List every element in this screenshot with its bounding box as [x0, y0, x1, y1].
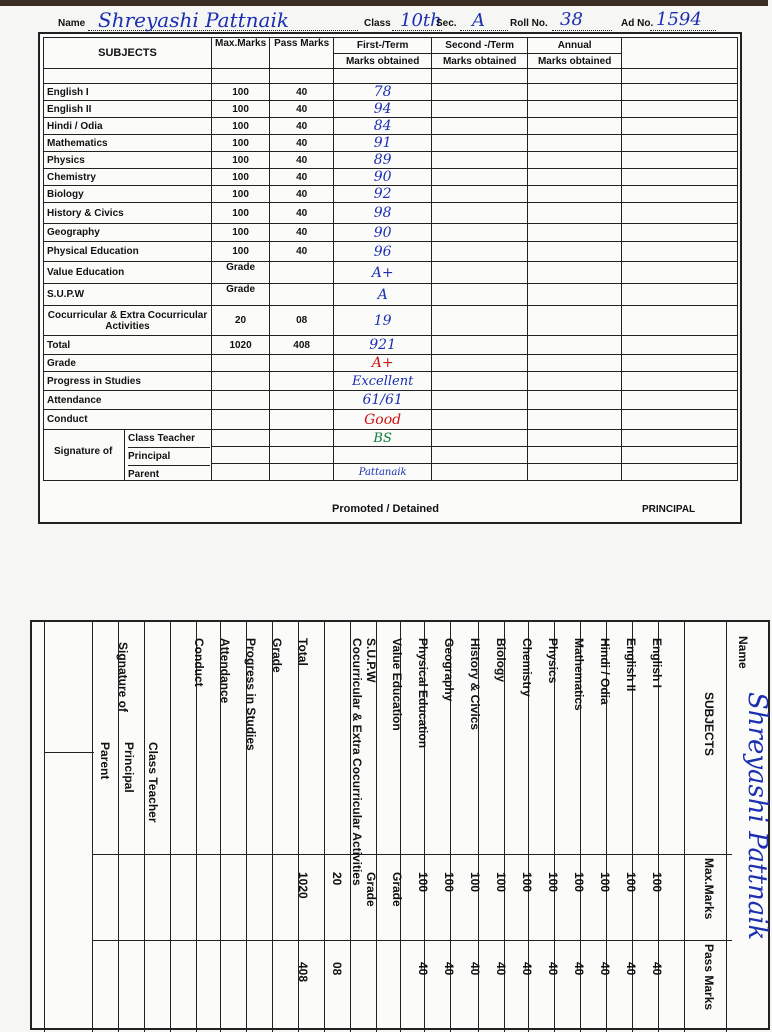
- empty-cell: [528, 101, 622, 118]
- empty-cell: [528, 391, 622, 410]
- rotated-pass-header: Pass Marks: [702, 944, 716, 1011]
- header-row: [44, 38, 738, 54]
- roll-label: Roll No.: [510, 18, 548, 29]
- subject-name: Attendance: [44, 391, 212, 410]
- rotated-subject: Grade: [270, 638, 284, 673]
- top-edge: [0, 0, 768, 6]
- empty-cell: [622, 203, 738, 224]
- empty-cell: [432, 118, 528, 135]
- empty-cell: [528, 262, 622, 284]
- grid-line: [44, 622, 45, 1032]
- first-term-mark: 91: [334, 135, 432, 152]
- rotated-name-value: Shreyashi Pattnaik: [742, 692, 772, 941]
- rotated-max: 100: [598, 872, 612, 893]
- table-row: [44, 224, 738, 242]
- empty-cell: [528, 203, 622, 224]
- rotated-pass: 40: [546, 962, 560, 976]
- signature-role: Principal: [128, 448, 210, 466]
- first-term-mark: 89: [334, 152, 432, 169]
- rotated-signature-role: Principal: [122, 742, 136, 793]
- max-marks-cell: 100: [212, 152, 270, 169]
- rotated-pass: 40: [416, 962, 430, 976]
- subject-name: Physics: [44, 152, 212, 169]
- rotated-subject: Hindi / Odia: [598, 638, 612, 705]
- pass-marks-cell: 40: [270, 242, 334, 262]
- max-marks-cell: [212, 355, 270, 372]
- pass-marks-cell: 40: [270, 135, 334, 152]
- grid-line: [376, 622, 377, 1032]
- empty-cell: [528, 242, 622, 262]
- rotated-subject: S.U.P.W: [364, 638, 378, 683]
- pass-marks-cell: 40: [270, 101, 334, 118]
- empty-cell: [622, 118, 738, 135]
- roll-value: 38: [560, 9, 583, 30]
- signature-mark: [334, 447, 432, 464]
- empty-cell: [432, 262, 528, 284]
- subject-name: Hindi / Odia: [44, 118, 212, 135]
- empty-cell: [528, 355, 622, 372]
- rotated-subject: Attendance: [218, 638, 232, 704]
- pass-marks-cell: [270, 262, 334, 284]
- first-term-mark: 90: [334, 169, 432, 186]
- promoted-detained: Promoted / Detained: [332, 503, 439, 515]
- rotated-subject: History & Civics: [468, 638, 482, 731]
- empty-cell: [432, 169, 528, 186]
- rotated-max: 100: [546, 872, 560, 893]
- empty-cell: [432, 372, 528, 391]
- pass-marks-cell: [270, 355, 334, 372]
- rotated-max: 1020: [296, 872, 310, 899]
- empty-cell: [528, 336, 622, 355]
- empty-cell: [528, 169, 622, 186]
- empty-cell: [622, 391, 738, 410]
- empty-cell: [622, 262, 738, 284]
- pass-marks-header: Pass Marks: [270, 38, 334, 69]
- annual-header: Annual: [528, 38, 622, 54]
- table-row: [44, 186, 738, 203]
- rotated-max: 100: [468, 872, 482, 893]
- name-label: Name: [58, 18, 86, 29]
- empty-cell: [432, 101, 528, 118]
- subject-name: Conduct: [44, 410, 212, 430]
- max-marks-cell: Grade: [212, 262, 270, 284]
- empty-cell: [622, 355, 738, 372]
- pass-marks-cell: 40: [270, 186, 334, 203]
- rotated-max: 100: [572, 872, 586, 893]
- grid-line: [92, 940, 732, 941]
- empty-cell: [528, 135, 622, 152]
- table-row: [44, 152, 738, 169]
- rotated-max: Grade: [364, 872, 378, 907]
- rotated-pass: 40: [494, 962, 508, 976]
- empty-cell: [432, 186, 528, 203]
- empty-cell: [432, 152, 528, 169]
- max-marks-cell: [212, 391, 270, 410]
- empty-cell: [432, 391, 528, 410]
- table-row: [44, 306, 738, 336]
- empty-cell: [432, 306, 528, 336]
- max-marks-cell: 100: [212, 169, 270, 186]
- empty-cell: [528, 284, 622, 306]
- grid-line: [684, 622, 685, 1032]
- pass-marks-cell: 08: [270, 306, 334, 336]
- first-term-mark: Excellent: [334, 372, 432, 391]
- second-term-header: Second -/Term: [432, 38, 528, 54]
- first-term-mark: A+: [334, 262, 432, 284]
- first-term-mark: 78: [334, 84, 432, 101]
- grid-line: [92, 854, 732, 855]
- pass-marks-cell: 40: [270, 224, 334, 242]
- rotated-max: 100: [442, 872, 456, 893]
- empty-cell: [432, 242, 528, 262]
- first-term-mark: 19: [334, 306, 432, 336]
- grid-line: [324, 622, 325, 1032]
- rotated-pass: 40: [520, 962, 534, 976]
- pass-marks-cell: [270, 391, 334, 410]
- class-label: Class: [364, 18, 391, 29]
- empty-cell: [432, 84, 528, 101]
- rotated-pass: 40: [650, 962, 664, 976]
- empty-cell: [622, 152, 738, 169]
- empty-cell: [528, 224, 622, 242]
- subject-name: History & Civics: [44, 203, 212, 224]
- empty-cell: [432, 284, 528, 306]
- signature-roles: [128, 430, 210, 483]
- table-row: [44, 135, 738, 152]
- signature-label: Signature of: [54, 446, 113, 457]
- max-marks-header: Max.Marks: [212, 38, 270, 69]
- rotated-subject: Physical Education: [416, 638, 430, 749]
- report-card: [38, 32, 742, 524]
- pass-marks-cell: 40: [270, 84, 334, 101]
- max-marks-cell: 100: [212, 118, 270, 135]
- subject-name: Geography: [44, 224, 212, 242]
- rotated-subject: Conduct: [192, 638, 206, 687]
- rotated-pass: 08: [330, 962, 344, 976]
- pass-marks-cell: 40: [270, 152, 334, 169]
- rotated-pass: 408: [296, 962, 310, 983]
- sec-label: Sec.: [436, 18, 457, 29]
- rotated-max: Grade: [390, 872, 404, 907]
- rotated-subject: English I: [650, 638, 664, 689]
- first-term-mark: A: [334, 284, 432, 306]
- max-marks-cell: 100: [212, 203, 270, 224]
- marks-table: [43, 37, 738, 481]
- empty-cell: [622, 372, 738, 391]
- empty-cell: [622, 169, 738, 186]
- rotated-name-label: Name: [736, 636, 750, 669]
- rotated-pass: 40: [598, 962, 612, 976]
- signature-mark: BS: [334, 430, 432, 447]
- table-row: [44, 372, 738, 391]
- empty-cell: [528, 186, 622, 203]
- empty-cell: [432, 410, 528, 430]
- second-marks-obtained: Marks obtained: [432, 54, 528, 69]
- empty-cell: [622, 84, 738, 101]
- name-value: Shreyashi Pattnaik: [98, 8, 289, 32]
- subject-name: Progress in Studies: [44, 372, 212, 391]
- empty-cell: [528, 372, 622, 391]
- grid-line: [92, 622, 93, 1032]
- subject-name: English II: [44, 101, 212, 118]
- pass-marks-cell: [270, 372, 334, 391]
- subject-name: Mathematics: [44, 135, 212, 152]
- subject-name: Cocurricular & Extra Cocurricular Activities: [44, 306, 212, 336]
- max-marks-cell: 100: [212, 224, 270, 242]
- subject-name: Physical Education: [44, 242, 212, 262]
- first-term-mark: 61/61: [334, 391, 432, 410]
- pass-marks-cell: 40: [270, 169, 334, 186]
- first-term-mark: A+: [334, 355, 432, 372]
- rotated-subject: Geography: [442, 638, 456, 702]
- empty-cell: [432, 135, 528, 152]
- signature-mark: Pattanaik: [334, 464, 432, 481]
- pass-marks-cell: 40: [270, 118, 334, 135]
- empty-cell: [432, 355, 528, 372]
- table-row: [44, 391, 738, 410]
- rotated-subject: Cocurricular & Extra Cocurricular Activities: [350, 638, 364, 886]
- first-term-mark: 98: [334, 203, 432, 224]
- max-marks-cell: 1020: [212, 336, 270, 355]
- empty-cell: [622, 306, 738, 336]
- rotated-max-header: Max.Marks: [702, 858, 716, 920]
- max-marks-cell: 100: [212, 186, 270, 203]
- table-row: [44, 410, 738, 430]
- signature-role: Parent: [128, 469, 160, 480]
- grid-line: [170, 622, 171, 1032]
- first-term-mark: 90: [334, 224, 432, 242]
- rotated-signature-role: Class Teacher: [146, 742, 160, 823]
- rotated-max: 100: [416, 872, 430, 893]
- ad-value: 1594: [656, 9, 702, 30]
- table-row: [44, 169, 738, 186]
- first-term-mark: 96: [334, 242, 432, 262]
- first-term-mark: Good: [334, 410, 432, 430]
- signature-role: Class Teacher: [128, 430, 210, 448]
- signature-label-cell: [44, 430, 212, 481]
- rotated-signature-role: Parent: [98, 742, 112, 780]
- table-row: [44, 262, 738, 284]
- first-term-mark: 92: [334, 186, 432, 203]
- subject-name: English I: [44, 84, 212, 101]
- table-row: [44, 84, 738, 101]
- table-row: [44, 355, 738, 372]
- empty-cell: [432, 336, 528, 355]
- table-row: [44, 118, 738, 135]
- empty-cell: [622, 101, 738, 118]
- rotated-subject: Chemistry: [520, 638, 534, 697]
- empty-cell: [528, 306, 622, 336]
- table-row: [44, 336, 738, 355]
- pass-marks-cell: 408: [270, 336, 334, 355]
- rotated-subject: Biology: [494, 638, 508, 682]
- class-value: 10th: [400, 10, 442, 31]
- subject-name: Value Education: [44, 262, 212, 284]
- empty-cell: [622, 224, 738, 242]
- subject-name: S.U.P.W: [44, 284, 212, 306]
- max-marks-cell: [212, 410, 270, 430]
- rotated-subject: Value Education: [390, 638, 404, 731]
- empty-cell: [528, 118, 622, 135]
- rotated-max: 100: [494, 872, 508, 893]
- rotated-pass: 40: [468, 962, 482, 976]
- subject-name: Total: [44, 336, 212, 355]
- max-marks-cell: 100: [212, 242, 270, 262]
- pass-marks-cell: 40: [270, 203, 334, 224]
- first-marks-obtained: Marks obtained: [334, 54, 432, 69]
- rotated-subject: Mathematics: [572, 638, 586, 711]
- subjects-header: SUBJECTS: [44, 38, 212, 69]
- empty-cell: [622, 186, 738, 203]
- ad-label: Ad No.: [621, 18, 654, 29]
- rotated-pass: 40: [442, 962, 456, 976]
- empty-cell: [622, 284, 738, 306]
- rotated-max: 20: [330, 872, 344, 886]
- empty-cell: [622, 135, 738, 152]
- first-term-mark: 84: [334, 118, 432, 135]
- grid-line: [44, 752, 94, 753]
- rotated-max: 100: [520, 872, 534, 893]
- grid-line: [726, 622, 727, 1032]
- table-row: [44, 284, 738, 306]
- rotated-subjects-header: SUBJECTS: [702, 692, 716, 757]
- empty-cell: [528, 152, 622, 169]
- rotated-subject: Progress in Studies: [244, 638, 258, 751]
- signature-row: [44, 430, 738, 447]
- pass-marks-cell: [270, 284, 334, 306]
- grid-line: [272, 622, 273, 1032]
- first-term-mark: 921: [334, 336, 432, 355]
- principal-label: PRINCIPAL: [642, 504, 696, 515]
- table-row: [44, 242, 738, 262]
- rotated-signature-label: Signature of: [116, 642, 130, 713]
- report-card-rotated: [30, 620, 770, 1030]
- empty-cell: [622, 410, 738, 430]
- annual-marks-obtained: Marks obtained: [528, 54, 622, 69]
- rotated-max: 100: [624, 872, 638, 893]
- empty-cell: [528, 410, 622, 430]
- subject-name: Chemistry: [44, 169, 212, 186]
- empty-cell: [622, 242, 738, 262]
- max-marks-cell: 100: [212, 135, 270, 152]
- table-row: [44, 203, 738, 224]
- max-marks-cell: 20: [212, 306, 270, 336]
- sec-value: A: [472, 10, 485, 31]
- subject-name: Grade: [44, 355, 212, 372]
- rotated-subject: English II: [624, 638, 638, 692]
- empty-cell: [432, 203, 528, 224]
- first-term-header: First-/Term: [334, 38, 432, 54]
- subject-name: Biology: [44, 186, 212, 203]
- empty-cell: [528, 84, 622, 101]
- empty-cell: [432, 224, 528, 242]
- table-row: [44, 101, 738, 118]
- max-marks-cell: Grade: [212, 284, 270, 306]
- pass-marks-cell: [270, 410, 334, 430]
- rotated-subject: Physics: [546, 638, 560, 684]
- rotated-pass: 40: [624, 962, 638, 976]
- first-term-mark: 94: [334, 101, 432, 118]
- max-marks-cell: [212, 372, 270, 391]
- empty-cell: [622, 336, 738, 355]
- rotated-pass: 40: [572, 962, 586, 976]
- rotated-max: 100: [650, 872, 664, 893]
- rotated-subject: Total: [296, 638, 310, 666]
- max-marks-cell: 100: [212, 84, 270, 101]
- grid-line: [144, 622, 145, 1032]
- max-marks-cell: 100: [212, 101, 270, 118]
